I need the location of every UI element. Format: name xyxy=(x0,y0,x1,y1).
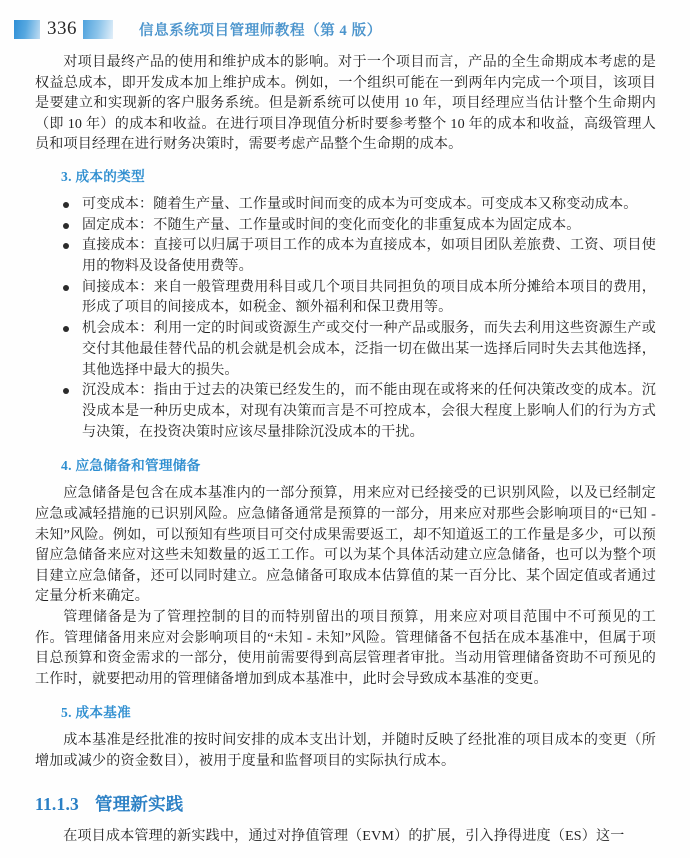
list-item-text: 直接成本：直接可以归属于项目工作的成本为直接成本，如项目团队差旅费、工资、项目使用的物料及设备使用费等。 xyxy=(82,237,656,275)
section-number: 11.1.3 xyxy=(35,793,79,814)
bullet-icon xyxy=(63,388,69,394)
bullet-icon xyxy=(63,285,69,291)
page-content xyxy=(35,52,656,846)
list-item xyxy=(61,277,656,318)
intro-paragraph: 对项目最终产品的使用和维护成本的影响。对于一个项目而言，产品的全生命期成本考虑的是权益总成本，即开发成本加上维护成本。例如，一个组织可能在一到两年内完成一个项目，该项目是要建立和实现新的客户服务系统。但是新系统可以使用 10 年，项目经理应当估计整个生命期内（即 10 年）的成本和收益。在进行项目净现值分析时要参考整个 10 年的成本和收益，高级管理人员和项目经理在进行财务决策时，需要考虑产品整个生命期的成本。 xyxy=(35,54,656,153)
bullet-icon xyxy=(63,326,69,332)
list-item xyxy=(61,235,656,276)
list-item xyxy=(61,215,656,236)
list-item xyxy=(61,194,656,215)
section-paragraph: 在项目成本管理的新实践中，通过对挣值管理（EVM）的扩展，引入挣得进度（ES）这一 xyxy=(63,827,625,844)
subheading-cost-baseline: 5. 成本基准 xyxy=(61,705,132,721)
bullet-icon xyxy=(63,202,69,208)
list-item-text: 沉没成本：指由于过去的决策已经发生的，而不能由现在或将来的任何决策改变的成本。沉没成本是一种历史成本，对现有决策而言是不可控成本，会很大程度上影响人们的行为方式与决策，在投资决策时应该尽量排除沉没成本的干扰。 xyxy=(82,382,656,440)
section-title: 管理新实践 xyxy=(95,793,184,814)
section-heading xyxy=(35,792,656,816)
header-accent-block-left xyxy=(14,20,40,39)
bullet-icon xyxy=(63,243,69,249)
cost-types-list xyxy=(35,194,656,442)
list-item xyxy=(61,380,656,442)
bullet-icon xyxy=(63,223,69,229)
page-header xyxy=(0,14,690,44)
subheading-cost-types: 3. 成本的类型 xyxy=(61,168,145,184)
page-number: 336 xyxy=(47,18,77,39)
reserves-paragraph-1: 应急储备是包含在成本基准内的一部分预算，用来应对已经接受的已识别风险，以及已经制定应急或减轻措施的已识别风险。应急储备通常是预算的一部分，用来应对那些会影响项目的“已知 - 未知”风险。例如，可以预知有些项目可交付成果需要返工，却不知道返工的工作量是多少，可以预留应急储备来应对这些未知数量的返工工作。可以为某个具体活动建立应急储备，也可以为整个项目建立应急储备，还可以同时建立。应急储备可取成本估算值的某一百分比、某个固定值或者通过定量分析来确定。 xyxy=(35,485,656,605)
list-item xyxy=(61,318,656,380)
header-accent-block-right xyxy=(83,20,113,39)
book-title: 信息系统项目管理师教程（第 4 版） xyxy=(139,22,382,39)
list-item-text: 间接成本：来自一般管理费用科目或几个项目共同担负的项目成本所分摊给本项目的费用，形成了项目的间接成本，如税金、额外福利和保卫费用等。 xyxy=(82,278,656,316)
reserves-paragraph-2: 管理储备是为了管理控制的目的而特别留出的项目预算，用来应对项目范围中不可预见的工作。管理储备用来应对会影响项目的“未知 - 未知”风险。管理储备不包括在成本基准中，但属于项目总预算和资金需求的一部分，使用前需要得到高层管理者审批。当动用管理储备资助不可预见的工作时，就要把动用的管理储备增加到成本基准中，此时会导致成本基准的变更。 xyxy=(35,608,656,687)
subheading-reserves: 4. 应急储备和管理储备 xyxy=(61,458,201,474)
list-item-text: 机会成本：利用一定的时间或资源生产或交付一种产品或服务，而失去利用这些资源生产或交付其他最佳替代品的机会就是机会成本，泛指一切在做出某一选择后同时失去其他选择，其他选择中最大的损失。 xyxy=(82,320,656,378)
cost-baseline-paragraph: 成本基准是经批准的按时间安排的成本支出计划，并随时反映了经批准的项目成本的变更（所增加或减少的资金数目），被用于度量和监督项目的实际执行成本。 xyxy=(35,732,656,769)
list-item-text: 可变成本：随着生产量、工作量或时间而变的成本为可变成本。可变成本又称变动成本。 xyxy=(82,195,638,212)
list-item-text: 固定成本：不随生产量、工作量或时间的变化而变化的非重复成本为固定成本。 xyxy=(82,216,581,233)
